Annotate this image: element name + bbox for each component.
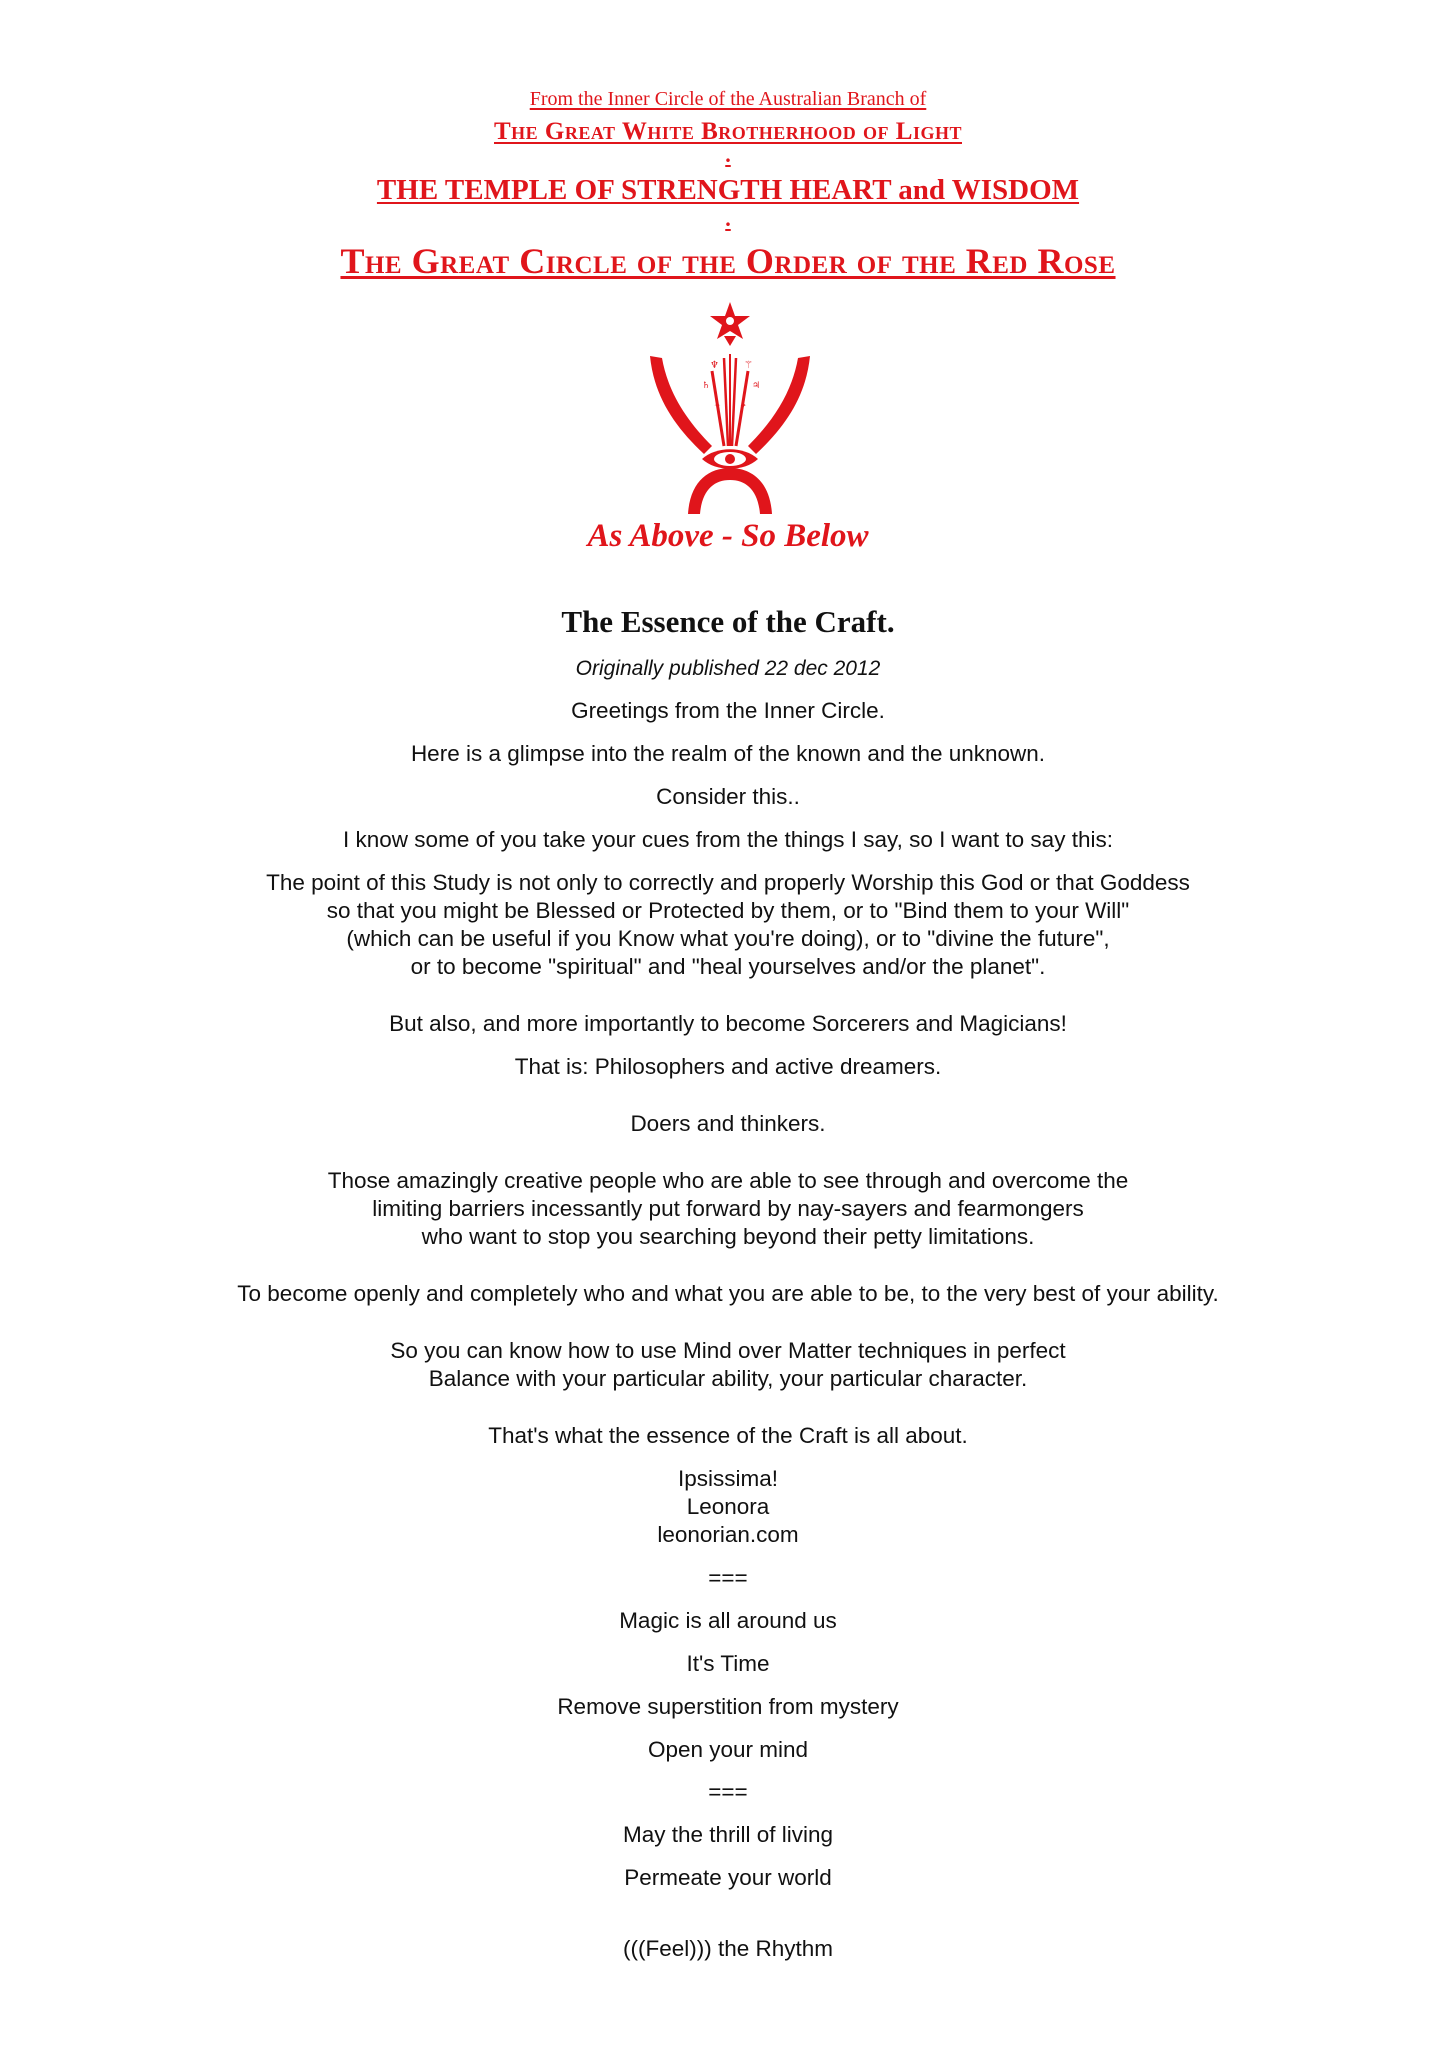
paragraph-10-line-2: Balance with your particular ability, your particular character. bbox=[428, 1366, 1028, 1391]
svg-text:⚚: ⚚ bbox=[744, 360, 753, 371]
header-temple-title: THE TEMPLE OF STRENGTH HEART and WISDOM bbox=[376, 174, 1080, 206]
paragraph-8-line-3: who want to stop you searching beyond their petty limitations. bbox=[421, 1224, 1035, 1249]
paragraph-8-line-1: Those amazingly creative people who are able to see through and overcome the bbox=[327, 1168, 1129, 1193]
header-brotherhood-title: The Great White Brotherhood of Light bbox=[494, 118, 962, 145]
verse-1-line-3: Remove superstition from mystery bbox=[557, 1694, 899, 1719]
paragraph-5: But also, and more importantly to become Sorcerers and Magicians! bbox=[389, 1011, 1067, 1036]
header-separator-2: . bbox=[725, 206, 731, 231]
paragraph-3: I know some of you take your cues from the things I say, so I want to say this: bbox=[343, 827, 1113, 852]
paragraph-11: That's what the essence of the Craft is all about. bbox=[488, 1423, 968, 1448]
paragraph-1: Here is a glimpse into the realm of the known and the unknown. bbox=[410, 741, 1046, 766]
svg-text:♄: ♄ bbox=[702, 381, 711, 391]
header-from-line: From the Inner Circle of the Australian Branch of bbox=[529, 88, 927, 110]
greeting: Greetings from the Inner Circle. bbox=[571, 698, 885, 723]
paragraph-8-line-2: limiting barriers incessantly put forward by nay-sayers and fearmongers bbox=[372, 1196, 1084, 1221]
motto: As Above - So Below bbox=[587, 518, 869, 554]
svg-text:♃: ♃ bbox=[752, 381, 761, 391]
verse-2-line-2: Permeate your world bbox=[624, 1865, 832, 1890]
paragraph-7: Doers and thinkers. bbox=[630, 1111, 826, 1136]
paragraph-2: Consider this.. bbox=[656, 784, 800, 809]
svg-text:✦: ✦ bbox=[714, 401, 721, 410]
divider-2: === bbox=[708, 1779, 748, 1804]
paragraph-4-line-3: (which can be useful if you Know what you're doing), or to "divine the future", bbox=[346, 926, 1110, 951]
signature-name: Leonora bbox=[686, 1494, 770, 1519]
article-title: The Essence of the Craft. bbox=[561, 604, 895, 639]
paragraph-9: To become openly and completely who and what you are able to be, to the very best of your ability. bbox=[237, 1281, 1219, 1306]
divider: === bbox=[708, 1565, 748, 1590]
header-separator: . bbox=[725, 142, 731, 167]
signature-line-1: Ipsissima! bbox=[677, 1466, 779, 1491]
paragraph-10-line-1: So you can know how to use Mind over Matter techniques in perfect bbox=[390, 1338, 1066, 1363]
paragraph-4-line-2: so that you might be Blessed or Protected by them, or to "Bind them to your Will" bbox=[326, 898, 1130, 923]
paragraph-4-line-4: or to become "spiritual" and "heal yourselves and/or the planet". bbox=[410, 954, 1046, 979]
header-circle-title: The Great Circle of the Order of the Red Rose bbox=[340, 241, 1116, 281]
verse-2-line-1: May the thrill of living bbox=[622, 1822, 834, 1847]
verse-1-line-2: It's Time bbox=[686, 1651, 770, 1676]
svg-text:♆: ♆ bbox=[710, 360, 719, 371]
paragraph-4-line-1: The point of this Study is not only to correctly and properly Worship this God or that Goddess bbox=[266, 870, 1190, 895]
red-rose-emblem-icon bbox=[640, 296, 820, 518]
closing-line: (((Feel))) the Rhythm bbox=[622, 1936, 834, 1961]
paragraph-6: That is: Philosophers and active dreamers. bbox=[514, 1054, 942, 1079]
verse-1-line-4: Open your mind bbox=[647, 1737, 809, 1762]
signature-website: leonorian.com bbox=[657, 1522, 799, 1547]
verse-1-line-1: Magic is all around us bbox=[619, 1608, 837, 1633]
published-date: Originally published 22 dec 2012 bbox=[575, 657, 881, 680]
svg-text:✦: ✦ bbox=[740, 401, 747, 410]
